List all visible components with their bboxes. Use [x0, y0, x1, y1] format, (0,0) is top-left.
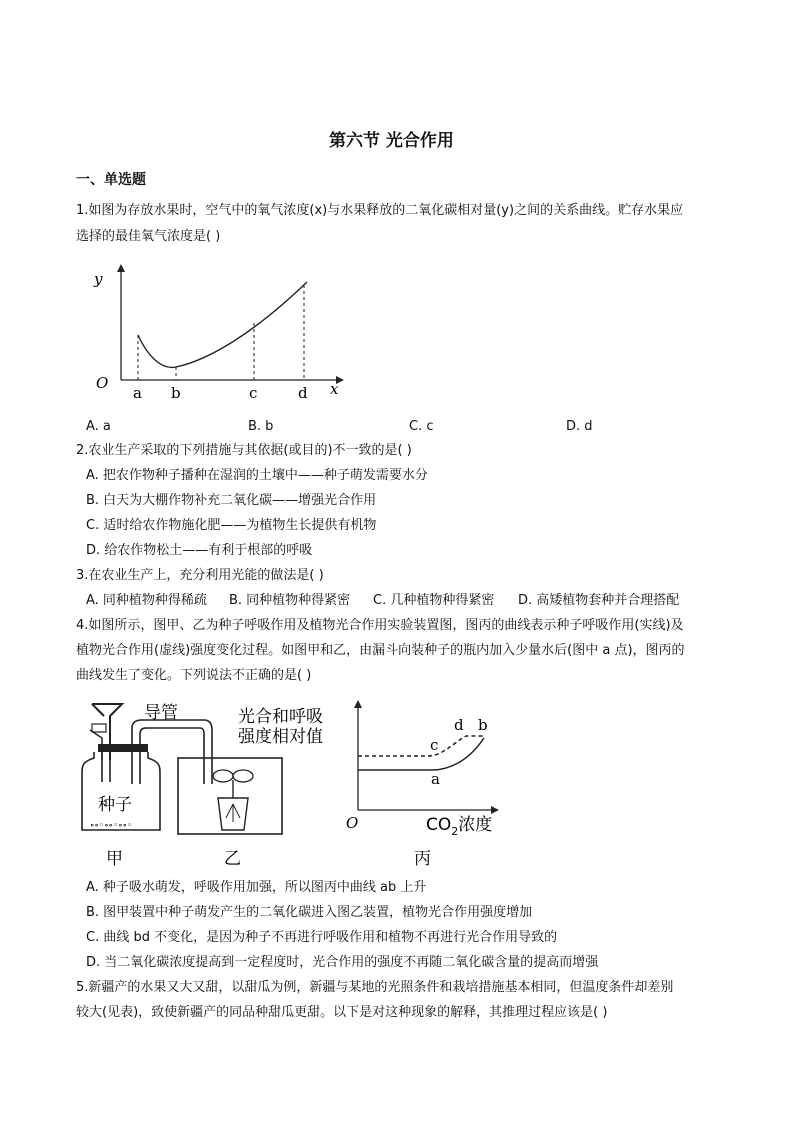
q4-stem-line1: 4.如图所示，图甲、乙为种子呼吸作用及植物光合作用实验装置图，图丙的曲线表示种子呼吸作用(实线)及 — [76, 618, 684, 633]
q1-option-d[interactable]: D. d — [566, 419, 593, 434]
curve-label-a: a — [431, 770, 440, 788]
q4-option-d[interactable]: D. 当二氧化碳浓度提高到一定程度时，光合作用的强度不再随二氧化碳含量的提高而增强 — [86, 955, 599, 970]
q4-option-b[interactable]: B. 图甲装置中种子萌发产生的二氧化碳进入图乙装置，植物光合作用强度增加 — [86, 905, 533, 920]
q2-option-d[interactable]: D. 给农作物松土——有利于根部的呼吸 — [86, 543, 313, 558]
q4-stem-line2: 植物光合作用(虚线)强度变化过程。如图甲和乙，由漏斗向装种子的瓶内加入少量水后(图中 a 点)，图丙的 — [76, 643, 685, 658]
q1-stem-line1: 1.如图为存放水果时，空气中的氧气浓度(x)与水果释放的二氧化碳相对量(y)之间的关系曲线。贮存水果应 — [76, 203, 684, 218]
bing-origin: O — [346, 814, 359, 832]
q1-option-c[interactable]: C. c — [409, 419, 434, 434]
label-yi: 乙 — [224, 849, 241, 869]
tick-b: b — [171, 384, 181, 402]
bing-x-arrow — [491, 806, 499, 814]
q5-stem-line2: 较大(见表)，致使新疆产的同品种甜瓜更甜。以下是对这种现象的解释，其推理过程应该是( ) — [76, 1005, 608, 1020]
plant-leaf-left — [213, 770, 233, 782]
co2-curve — [138, 282, 307, 367]
label-jia: 甲 — [106, 849, 123, 869]
page-title: 第六节 光合作用 — [329, 131, 454, 151]
q1-option-a[interactable]: A. a — [86, 419, 111, 434]
q4-figure — [76, 700, 516, 872]
q1-option-b[interactable]: B. b — [248, 419, 274, 434]
origin-label: O — [96, 374, 109, 392]
connecting-tube-inner — [140, 728, 204, 784]
curve-label-d: d — [454, 716, 464, 734]
co2-label: $CO_2$浓度 — [426, 815, 493, 838]
q3-option-a[interactable]: A. 同种植物种得稀疏 — [86, 593, 207, 608]
q2-option-b[interactable]: B. 白天为大棚作物补充二氧化碳——增强光合作用 — [86, 493, 377, 508]
label-bing: 丙 — [414, 849, 431, 869]
y-axis-arrow — [117, 264, 125, 272]
q2-stem: 2.农业生产采取的下列措施与其依据(或目的)不一致的是( ) — [76, 443, 412, 458]
y-label: y — [94, 270, 103, 288]
tube-label: 导管 — [144, 703, 178, 723]
q4-stem-line3: 曲线发生了变化。下列说法不正确的是( ) — [76, 668, 312, 683]
q3-option-b[interactable]: B. 同种植物种得紧密 — [229, 593, 351, 608]
apparatus-yi — [178, 758, 282, 869]
x-label: x — [330, 380, 339, 398]
plant-leaf-right — [233, 770, 253, 782]
section-heading: 一、单选题 — [76, 172, 146, 188]
curve-label-b: b — [478, 716, 488, 734]
photosynthesis-curve-dashed — [358, 736, 484, 756]
q2-option-a[interactable]: A. 把农作物种子播种在湿润的土壤中——种子萌发需要水分 — [86, 468, 428, 483]
funnel-edge — [92, 704, 104, 716]
seed-bottle — [82, 752, 160, 830]
seed-label: 种子 — [98, 795, 132, 815]
q3-stem: 3.在农业生产上，充分利用光能的做法是( ) — [76, 568, 324, 583]
plant-roots — [226, 804, 240, 822]
q5-stem-line1: 5.新疆产的水果又大又甜，以甜瓜为例，新疆与某地的光照条件和栽培措施基本相同，但温度条件却差别 — [76, 980, 674, 995]
q3-option-d[interactable]: D. 高矮植物套种并合理搭配 — [518, 593, 680, 608]
q4-option-a[interactable]: A. 种子吸水萌发，呼吸作用加强，所以图丙中曲线 ab 上升 — [86, 880, 427, 895]
tick-c: c — [249, 384, 258, 402]
q1-figure — [84, 260, 354, 405]
q3-option-c[interactable]: C. 几种植物种得紧密 — [373, 593, 495, 608]
ylabel-line2: 强度相对值 — [238, 727, 323, 747]
tick-d: d — [298, 384, 308, 402]
q4-option-c[interactable]: C. 曲线 bd 不变化，是因为种子不再进行呼吸作用和植物不再进行光合作用导致的 — [86, 930, 558, 945]
ylabel-line1: 光合和呼吸 — [238, 707, 323, 727]
plant-chamber — [178, 758, 282, 834]
apparatus-jia — [82, 703, 212, 869]
funnel-clamp — [92, 724, 106, 732]
curve-label-c: c — [430, 736, 439, 754]
graph-bing — [238, 700, 499, 869]
q1-stem-line2: 选择的最佳氧气浓度是( ) — [76, 229, 221, 244]
tick-a: a — [133, 384, 142, 402]
q2-option-c[interactable]: C. 适时给农作物施化肥——为植物生长提供有机物 — [86, 518, 377, 533]
respiration-curve-solid — [358, 738, 484, 770]
bing-y-arrow — [354, 700, 362, 708]
seeds-dots: ∘∘◦∘∘◦∘∘◦ — [90, 821, 133, 831]
